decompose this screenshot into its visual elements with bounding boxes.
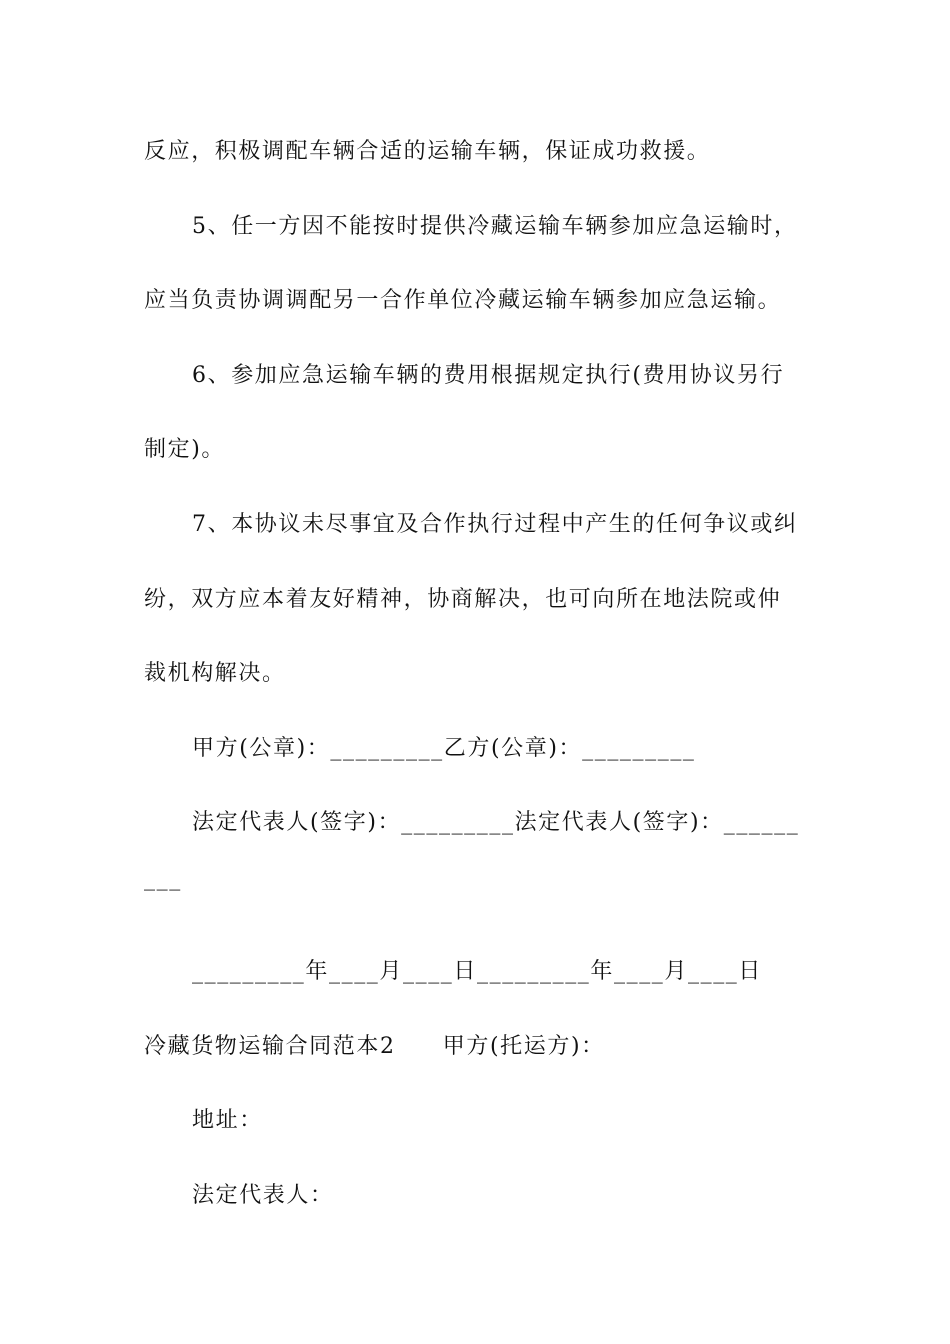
clause-7-line-2: 纷，双方应本着友好精神，协商解决，也可向所在地法院或仲	[144, 587, 782, 612]
clause-6-line-2: 制定)。	[144, 437, 225, 462]
clause-5-line-1: 5、任一方因不能按时提供冷藏运输车辆参加应急运输时，	[192, 214, 798, 239]
contract-title-line: 冷藏货物运输合同范本2 甲方(托运方)：	[144, 1034, 605, 1059]
signature-underline-continuation: ___	[144, 866, 182, 891]
paragraph-line-1: 反应，积极调配车辆合适的运输车辆，保证成功救援。	[144, 139, 711, 164]
legal-rep-signature-line: 法定代表人(签字)：_________法定代表人(签字)：______	[192, 810, 800, 835]
clause-5-line-2: 应当负责协调调配另一合作单位冷藏运输车辆参加应急运输。	[144, 288, 782, 313]
clause-7-line-3: 裁机构解决。	[144, 661, 286, 686]
legal-representative-label: 法定代表人：	[192, 1183, 334, 1208]
date-line: _________年____月____日_________年____月____日	[192, 959, 763, 984]
clause-6-line-1: 6、参加应急运输车辆的费用根据规定执行(费用协议另行	[192, 363, 785, 388]
address-label: 地址：	[192, 1108, 263, 1133]
clause-7-line-1: 7、本协议未尽事宜及合作执行过程中产生的任何争议或纠	[192, 512, 798, 537]
party-seal-line: 甲方(公章)：_________乙方(公章)：_________	[192, 736, 696, 761]
